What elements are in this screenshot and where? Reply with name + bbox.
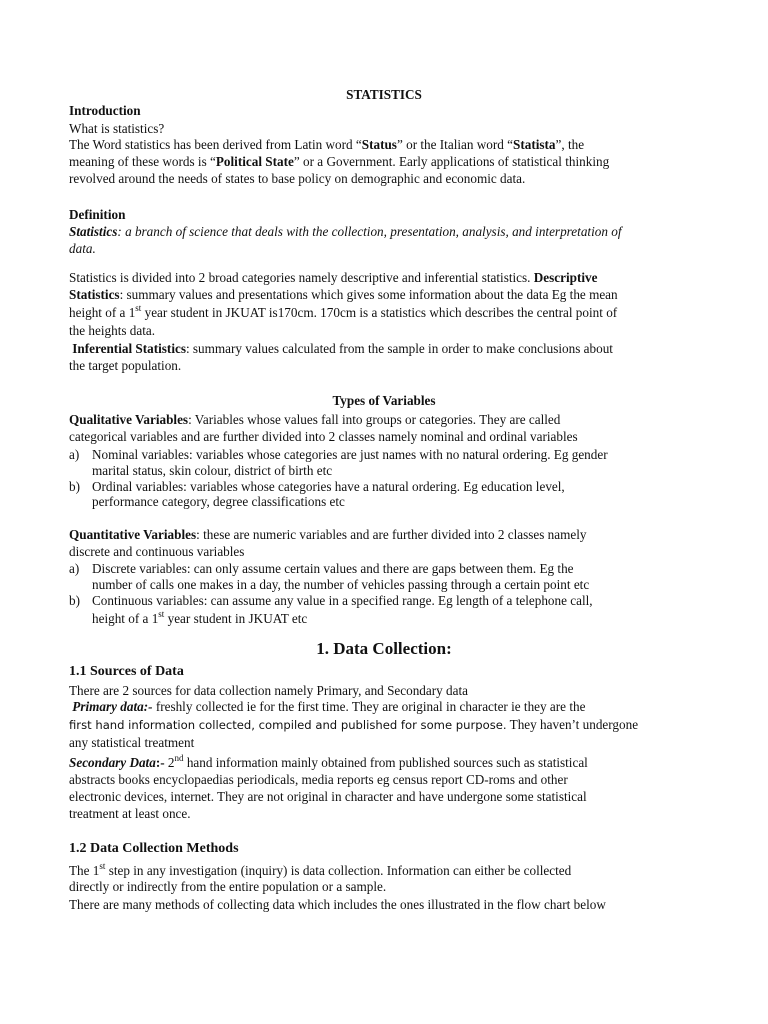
definition-line-1: Statistics: a branch of science that deals with the collection, presentation, analysis, and interpretation of [69, 224, 622, 239]
list-item: Nominal variables: variables whose categories are just names with no natural ordering. Eg gender [92, 447, 608, 462]
division-line-5: Inferential Statistics: summary values calculated from the sample in order to make conclusions about [72, 341, 613, 356]
variables-heading: Types of Variables [332, 393, 436, 408]
intro-question: What is statistics? [69, 121, 165, 136]
quantitative-line-2: discrete and continuous variables [69, 544, 245, 559]
qualitative-line-2: categorical variables and are further divided into 2 classes namely nominal and ordinal variables [69, 429, 578, 444]
division-line-6: the target population. [69, 358, 182, 373]
list-item-label: b) [69, 479, 80, 494]
primary-line-1: Primary data:- freshly collected ie for the first time. They are original in character ie they are the [72, 699, 586, 714]
secondary-line-2: abstracts books encyclopaedias periodicals, media reports eg census report CD-roms and other [69, 772, 568, 787]
list-item: performance category, degree classifications etc [92, 494, 345, 509]
quantitative-line-1: Quantitative Variables: these are numeric variables and are further divided into 2 classes namely [69, 527, 587, 542]
list-item-label: b) [69, 593, 80, 608]
list-item: marital status, skin colour, district of birth etc [92, 463, 333, 478]
definition-line-2: data. [69, 241, 96, 256]
intro-line-1: The Word statistics has been derived from Latin word “Status” or the Italian word “Statista”, the [69, 137, 585, 152]
division-line-1: Statistics is divided into 2 broad categories namely descriptive and inferential statistics. Descriptive [69, 270, 598, 285]
list-item: Continuous variables: can assume any value in a specified range. Eg length of a telephone call, [92, 593, 593, 608]
methods-line-1: The 1st step in any investigation (inquiry) is data collection. Information can either be collected [69, 860, 572, 878]
list-item: number of calls one makes in a day, the number of vehicles passing through a certain point etc [92, 577, 590, 592]
secondary-line-3: electronic devices, internet. They are not original in character and have undergone some statistical [69, 789, 587, 804]
methods-line-3: There are many methods of collecting data which includes the ones illustrated in the flow chart below [69, 897, 606, 912]
primary-line-3: any statistical treatment [69, 735, 195, 750]
list-item: Ordinal variables: variables whose categories have a natural ordering. Eg education level, [92, 479, 565, 494]
qualitative-line-1: Qualitative Variables: Variables whose values fall into groups or categories. They are called [69, 412, 561, 427]
list-item-label: a) [69, 561, 80, 576]
division-line-2: Statistics: summary values and presentations which gives some information about the data Eg the mean [69, 287, 618, 302]
data-collection-heading: 1. Data Collection: [316, 639, 452, 658]
secondary-line-1: Secondary Data:- 2nd hand information mainly obtained from published sources such as statistical [69, 752, 588, 770]
definition-heading: Definition [69, 207, 126, 222]
intro-line-3: revolved around the needs of states to base policy on demographic and economic data. [69, 171, 526, 186]
list-item: Discrete variables: can only assume certain values and there are gaps between them. Eg the [92, 561, 574, 576]
list-item-label: a) [69, 447, 80, 462]
doc-title: STATISTICS [346, 87, 422, 102]
division-line-4: the heights data. [69, 323, 156, 338]
intro-line-2: meaning of these words is “Political State” or a Government. Early applications of statistical thinking [69, 154, 610, 169]
secondary-line-4: treatment at least once. [69, 806, 191, 821]
sources-heading: 1.1 Sources of Data [69, 664, 184, 679]
intro-heading: Introduction [69, 103, 141, 118]
methods-heading: 1.2 Data Collection Methods [69, 841, 239, 856]
division-line-3: height of a 1st year student in JKUAT is170cm. 170cm is a statistics which describes the central point of [69, 302, 618, 320]
sources-line-1: There are 2 sources for data collection namely Primary, and Secondary data [69, 683, 468, 698]
primary-line-2: first hand information collected, compiled and published for some purpose. They haven’t undergone [69, 717, 639, 732]
list-item: height of a 1st year student in JKUAT etc [92, 608, 308, 626]
methods-line-2: directly or indirectly from the entire population or a sample. [69, 879, 387, 894]
